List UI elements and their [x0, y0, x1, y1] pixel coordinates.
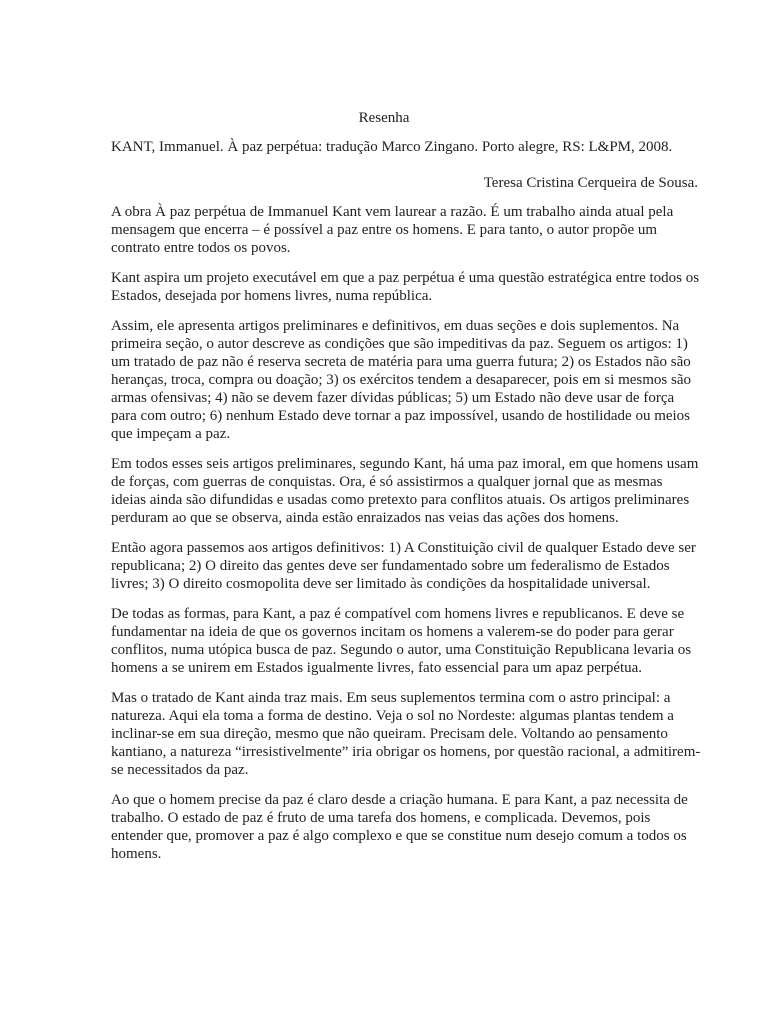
document-body	[111, 203, 701, 875]
body-paragraph-4: Em todos esses seis artigos preliminares, segundo Kant, há uma paz imoral, em que homens usam de forças, com guerras de conquistas. Ora, é só assistirmos a qualquer jornal que as mesmas ideias ainda são difundidas e usadas como pretexto para conflitos atuais. Os artigos preliminares perduram ao que se observa, ainda estão enraizados nas veias das ações dos homens.	[111, 456, 699, 526]
body-paragraph-3: Assim, ele apresenta artigos preliminares e definitivos, em duas seções e dois suplementos. Na primeira seção, o autor descreve as condições que são impeditivas da paz. Seguem os artigos: 1) um tratado de paz não é reserva secreta de matéria para uma guerra futura; 2) os Estados não são heranças, troca, compra ou doação; 3) os exércitos tendem a desaparecer, pois em si mesmos são armas ofensivas; 4) não se devem fazer dívidas públicas; 5) um Estado não deve usar de força para com outro; 6) nenhum Estado deve tornar a paz impossível, usando de hostilidade ou meios que impeçam a paz.	[111, 318, 692, 442]
body-paragraph-6: De todas as formas, para Kant, a paz é compatível com homens livres e republicanos. E deve se fundamentar na ideia de que os governos incitam os homens a valerem-se do poder para gerar conflitos, numa utópica busca de paz. Segundo o autor, uma Constituição Republicana levaria os homens a se unirem em Estados igualmente livres, fato essencial para um apaz perpétua.	[111, 606, 692, 676]
body-paragraph-2: Kant aspira um projeto executável em que a paz perpétua é uma questão estratégica entre todos os Estados, desejada por homens livres, numa república.	[111, 270, 700, 304]
review-author: Teresa Cristina Cerqueira de Sousa.	[483, 175, 698, 191]
body-paragraph-1: A obra À paz perpétua de Immanuel Kant vem laurear a razão. É um trabalho ainda atual pela mensagem que encerra – é possível a paz entre os homens. E para tanto, o autor propõe um contrato entre todos os povos.	[111, 204, 674, 256]
body-paragraph-5: Então agora passemos aos artigos definitivos: 1) A Constituição civil de qualquer Estado deve ser republicana; 2) O direito das gentes deve ser fundamentado sobre um federalismo de Estados livres; 3) O direito cosmopolita deve ser limitado às condições da hospitalidade universal.	[111, 540, 696, 592]
body-paragraph-7: Mas o tratado de Kant ainda traz mais. Em seus suplementos termina com o astro principal: a natureza. Aqui ela toma a forma de destino. Veja o sol no Nordeste: algumas plantas tendem a inclinar-se em sua direção, mesmo que não queiram. Precisam dele. Voltando ao pensamento kantiano, a natureza “irresistivelmente” iria obrigar os homens, por questão racional, a admitirem-se necessitados da paz.	[111, 690, 701, 778]
body-paragraph-8: Ao que o homem precise da paz é claro desde a criação humana. E para Kant, a paz necessita de trabalho. O estado de paz é fruto de uma tarefa dos homens, e complicada. Devemos, pois entender que, promover a paz é algo complexo e que se constitue num desejo comum a todos os homens.	[111, 792, 688, 862]
bibliographic-reference: KANT, Immanuel. À paz perpétua: tradução Marco Zingano. Porto alegre, RS: L&PM, 2008.	[111, 139, 673, 155]
document-title: Resenha	[358, 110, 410, 126]
